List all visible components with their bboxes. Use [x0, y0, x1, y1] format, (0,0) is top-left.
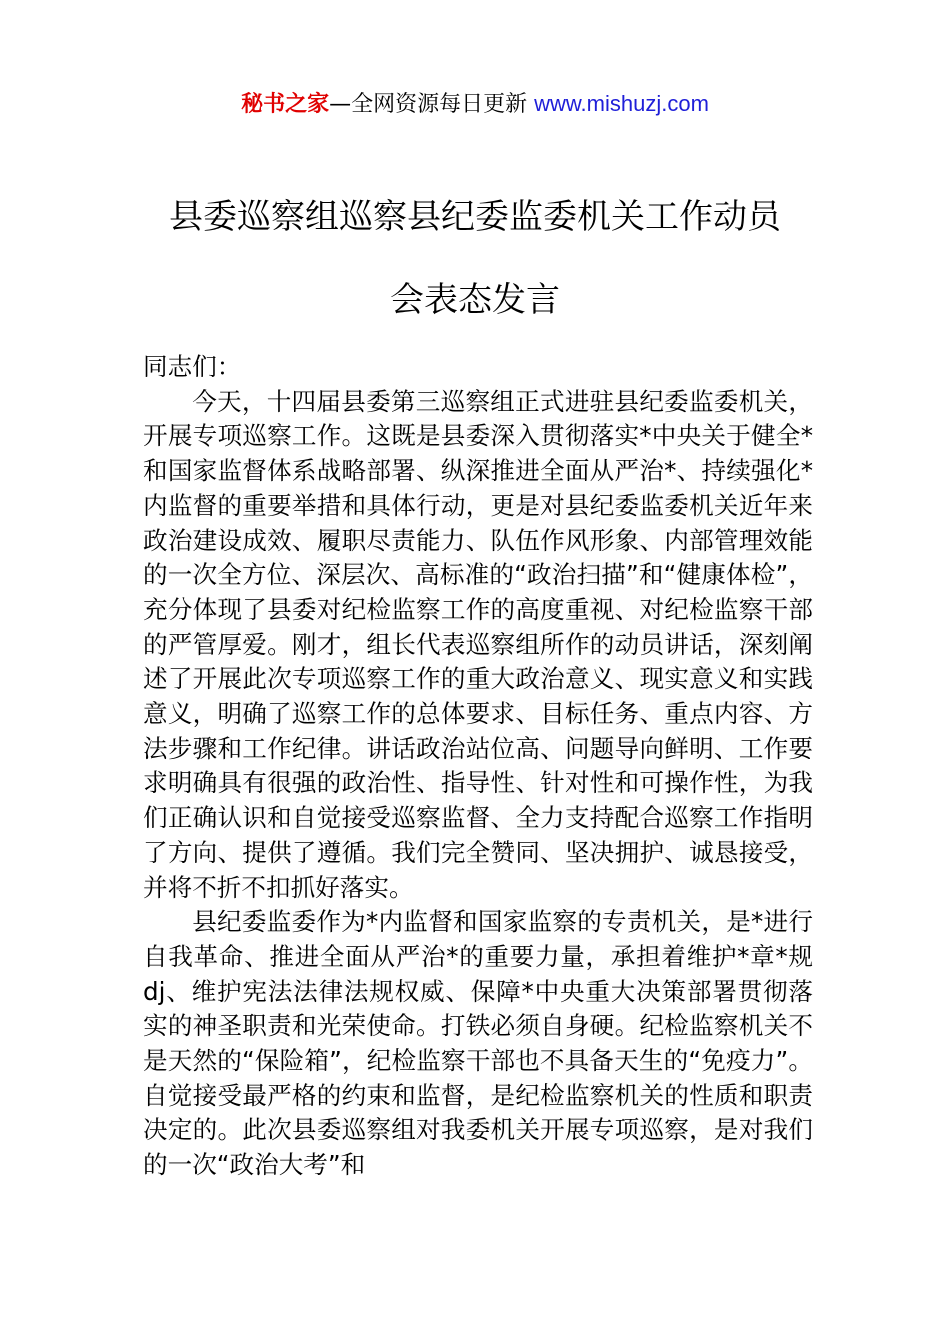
- document-title: [0, 176, 950, 342]
- title-line-2: 会表态发言: [390, 280, 560, 320]
- banner-tagline: —全网资源每日更新: [329, 92, 535, 117]
- salutation: 同志们：: [143, 352, 242, 381]
- document-body: [143, 350, 813, 1183]
- site-banner: [0, 88, 950, 121]
- body-paragraph-1: 今天，十四届县委第三巡察组正式进驻县纪委监委机关，开展专项巡察工作。这既是县委深入贯彻落实*中央关于健全*和国家监督体系战略部署、纵深推进全面从严治*、持续强化*内监督的重要举措和具体行动，更是对县纪委监委机关近年来政治建设成效、履职尽责能力、队伍作风形象、内部管理效能的一次全方位、深层次、高标准的“政治扫描”和“健康体检”，充分体现了县委对纪检监察工作的高度重视、对纪检监察干部的严管厚爱。刚才，组长代表巡察组所作的动员讲话，深刻阐述了开展此次专项巡察工作的重大政治意义、现实意义和实践意义，明确了巡察工作的总体要求、目标任务、重点内容、方法步骤和工作纪律。讲话政治站位高、问题导向鲜明、工作要求明确具有很强的政治性、指导性、针对性和可操作性，为我们正确认识和自觉接受巡察监督、全力支持配合巡察工作指明了方向、提供了遵循。我们完全赞同、坚决拥护、诚恳接受，并将不折不扣抓好落实。: [143, 386, 813, 902]
- site-url-link[interactable]: www.mishuzj.com: [534, 91, 709, 116]
- body-paragraph-2: 县纪委监委作为*内监督和国家监察的专责机关，是*进行自我革命、推进全面从严治*的重要力量，承担着维护*章*规dj、维护宪法法律法规权威、保障*中央重大决策部署贯彻落实的神圣职责和光荣使命。打铁必须自身硬。纪检监察机关不是天然的“保险箱”，纪检监察干部也不具备天生的“免疫力”。自觉接受最严格的约束和监督，是纪检监察机关的性质和职责决定的。此次县委巡察组对我委机关开展专项巡察，是对我们的一次“政治大考”和: [143, 907, 813, 1180]
- title-line-1: 县委巡察组巡察县纪委监委机关工作动员: [169, 197, 781, 237]
- brand-name: 秘书之家: [241, 92, 330, 117]
